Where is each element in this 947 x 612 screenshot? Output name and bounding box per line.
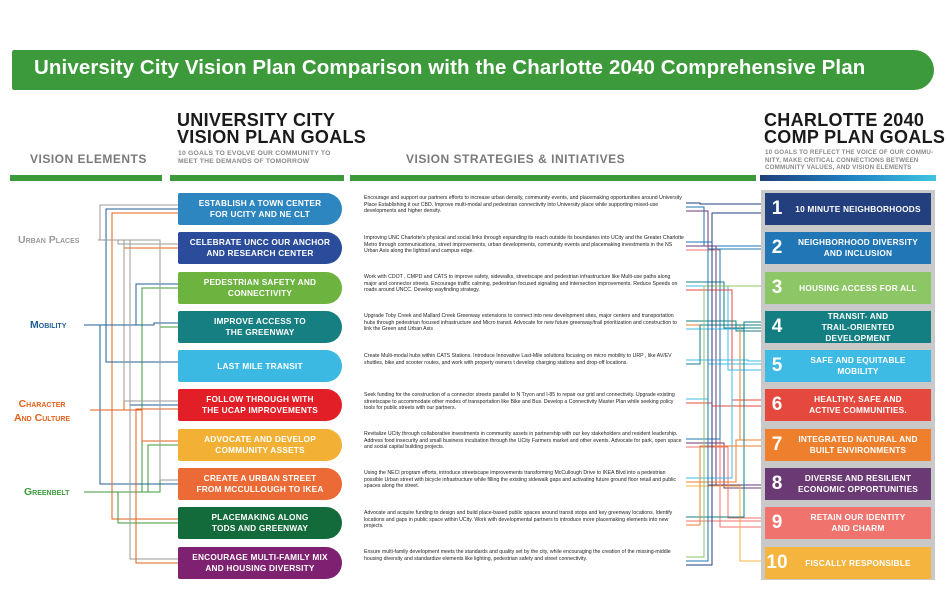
strategy-compplan-connector — [686, 486, 765, 561]
strategy-1: Encourage and support our partners efforts to increase urban density, community events, and placemaking opportunities around University Place Establishing it our CBD. Improve multi-modal and pedestrian connectivity into University place while supporting mixed-use developments and higher density. — [364, 195, 682, 215]
cp-goal-10-label — [789, 558, 931, 569]
strategy-compplan-connector — [686, 325, 765, 440]
uc-goal-2-line2: AND RESEARCH CENTER — [206, 248, 314, 258]
uc-goal-3-line2: CONNECTIVITY — [227, 288, 293, 298]
cp-goal-9-label — [789, 512, 931, 534]
cp-goal-5-label — [789, 355, 931, 377]
strategy-compplan-connector — [686, 213, 765, 565]
cp-goal-6 — [765, 389, 931, 421]
character-line2: And Culture — [14, 412, 71, 424]
uc-goal-4 — [178, 311, 342, 343]
strategies-heading: VISION STRATEGIES & INITIATIVES — [406, 152, 626, 166]
vision-element-character-and-culture — [14, 397, 70, 425]
element-goal-connector — [90, 213, 178, 410]
strategy-2: Improving UNC Charlotte's physical and social links through expanding its reach outside its boundaries into UCity and the Greater Charlotte Metro through communications, street improvements, urban developments, community events and placemaking investments in the NS Urban Axis along the lightrail and campus edge. — [364, 235, 684, 255]
cp-goal-9-line1: RETAIN OUR IDENTITY — [810, 512, 906, 522]
cp-goal-5-line1: SAFE AND EQUITABLE MOBILITY — [810, 355, 906, 376]
uc-goal-7-line1: ADVOCATE AND DEVELOP — [204, 434, 316, 444]
element-goal-connector — [90, 410, 178, 519]
strategy-compplan-connector — [686, 286, 765, 557]
uc-goal-3 — [178, 272, 342, 304]
cp-goal-2 — [765, 232, 931, 264]
uc-goal-10-line1: ENCOURAGE MULTI-FAMILY MIX — [192, 552, 328, 562]
strategy-compplan-connector — [686, 403, 765, 406]
strategy-10: Ensure multi-family development meets the standards and quality set by the city, while encouraging the creation of the missing-middle housing diversity and standardize elements like lighting, pedestrian safety and street connectivity. — [364, 549, 671, 562]
uc-goals-subtitle-line1: 10 GOALS TO EVOLVE OUR COMMUNITY TO — [178, 150, 331, 157]
uc-goal-8 — [178, 468, 342, 500]
uc-goal-8-line1: CREATE A URBAN STREET — [203, 473, 317, 483]
element-goal-connector — [98, 240, 178, 480]
uc-goal-4-line2: THE GREENWAY — [225, 327, 295, 337]
cp-goal-3 — [765, 272, 931, 304]
cp-goal-7-label — [789, 434, 931, 456]
element-goal-connector — [84, 209, 178, 325]
element-goal-connector — [84, 445, 178, 492]
cp-goal-9 — [765, 507, 931, 539]
uc-goal-2-line1: CELEBRATE UNCC OUR ANCHOR — [189, 237, 331, 247]
cp-goal-2-number: 2 — [771, 237, 783, 258]
uc-goal-1-line1: ESTABLISH A TOWN CENTER — [198, 198, 322, 208]
strategy-9: Advocate and acquire funding to design and build place-based public spaces around transit stops and key greenway locations. Identify locations and gaps in public space within UCity. Work with developmental partners to introduce more placemaking elements into new projects. — [364, 510, 673, 530]
element-goal-connector — [98, 240, 178, 401]
comp-plan-subtitle-line3: COMMUNITY VALUES, AND VISION ELEMENTS — [765, 164, 912, 172]
strategy-compplan-connector — [686, 364, 765, 399]
element-goal-connector — [84, 325, 178, 405]
cp-goal-9-number: 9 — [771, 512, 783, 533]
strategy-compplan-connector — [686, 203, 765, 204]
uc-goal-6-line2: THE UCAP IMPROVEMENTS — [201, 405, 319, 415]
element-goal-connector — [90, 410, 178, 441]
vision-element-urban-places: Urban Places — [18, 234, 80, 246]
character-line1: Character — [18, 398, 66, 410]
uc-goal-6-line1: FOLLOW THROUGH WITH — [206, 394, 314, 404]
cp-goal-3-line1: HOUSING ACCESS FOR ALL — [799, 282, 917, 293]
element-goal-connector — [84, 325, 178, 362]
comp-plan-title-line1: CHARLOTTE 2040 — [764, 110, 925, 130]
cp-goal-1-label — [789, 204, 931, 215]
strategy-compplan-connector — [686, 443, 765, 488]
cp-goal-7 — [765, 429, 931, 461]
strategy-8: Using the NECI program efforts, introduce streetscape improvements transforming McCullough Drive to IKEA Blvd into a pedestrian possible Urban street with bicycle infrastructure while filling the existing sidewalk gaps and activating future ground floor retail and public spaces along the street. — [364, 470, 676, 490]
comp-plan-subtitle-line1: 10 GOALS TO REFLECT THE VOICE OF OUR COMMU- — [765, 149, 934, 156]
cp-goal-8 — [765, 468, 931, 500]
cp-goal-4-number: 4 — [771, 316, 783, 337]
cp-goal-7-number: 7 — [771, 434, 783, 455]
uc-goal-3-line1: PEDESTRIAN SAFETY AND — [203, 277, 317, 287]
uc-goal-5-line1: LAST MILE TRANSIT — [217, 360, 303, 371]
uc-goal-8-line2: FROM MCCULLOUGH TO IKEA — [196, 484, 324, 494]
cp-goal-4-line1: TRANSIT- AND — [827, 310, 889, 321]
uc-goal-10 — [178, 547, 342, 579]
cp-goal-10-number: 10 — [766, 552, 788, 573]
uc-goals-title-line1: UNIVERSITY CITY — [177, 110, 336, 130]
uc-goal-1-line2: FOR UCITY AND NE CLT — [209, 209, 311, 219]
uc-goal-9-line2: TODS AND GREENWAY — [211, 523, 309, 533]
cp-goal-3-number: 3 — [771, 277, 783, 298]
element-goal-connector — [98, 240, 178, 244]
uc-goal-7-line2: COMMUNITY ASSETS — [215, 445, 305, 455]
element-goal-connector — [84, 492, 178, 523]
strategy-compplan-connector — [686, 370, 765, 478]
cp-goal-2-label — [789, 237, 931, 259]
uc-goal-10-line2: AND HOUSING DIVERSITY — [205, 563, 315, 573]
cp-goal-6-number: 6 — [771, 394, 783, 415]
cp-goal-2-line1: NEIGHBORHOOD DIVERSITY — [797, 237, 919, 247]
cp-goal-8-line1: DIVERSE AND RESILIENT — [804, 473, 912, 483]
cp-goal-1 — [765, 193, 931, 225]
strategy-5: Create Multi-modal hubs within CATS Stations. Introduce Innovative Last-Mile solutions focusing on micro mobility to URP , like AV/EV shuttles, bike and scooter routes, and work with property owners t develop charging stations and drop-off locations. — [364, 353, 672, 366]
strategy-7: Revitalize UCity through collaborative investments in community assets in partnership with our key stakeholders and resident leadership. Address food insecurity and small business incubation through the UCity Farmers market and other events. Advocate for park, open space and social capital building projects. — [364, 431, 682, 451]
uc-goal-6 — [178, 389, 342, 421]
cp-goal-10 — [765, 547, 931, 579]
cp-goal-8-number: 8 — [771, 473, 783, 494]
strategy-compplan-connector — [686, 211, 765, 485]
cp-goal-8-line2: ECONOMIC OPPORTUNITIES — [797, 484, 919, 494]
cp-goal-6-line1: HEALTHY, SAFE AND — [814, 394, 902, 404]
cp-goal-4-line2: TRAIL-ORIENTED DEVELOPMENT — [821, 321, 895, 343]
strategy-3: Work with CDOT , CMPD and CATS to improve safety, sidewalks, streetscape and pedestrian infrastructure like Multi-use paths along major and connector streets. Encourage traffic calming, pedestrian focused signaling and intersection improvements. Reduce Speeds on roads around UNCC. Develop wayfinding strategy. — [364, 274, 678, 294]
cp-goal-5 — [765, 350, 931, 382]
vision-element-mobility: Mobility — [30, 319, 67, 331]
strategy-compplan-connector — [686, 249, 765, 561]
element-goal-connector — [98, 205, 178, 240]
element-goal-connector — [84, 288, 178, 492]
strategy-compplan-connector — [686, 290, 765, 400]
comp-plan-title-line2: COMP PLAN GOALS — [764, 127, 946, 147]
cp-goal-3-label — [789, 283, 931, 294]
cp-goal-5-number: 5 — [771, 355, 783, 376]
cp-goal-7-line1: INTEGRATED NATURAL AND — [798, 434, 918, 444]
strategy-compplan-connector — [686, 249, 765, 439]
uc-goal-2 — [178, 232, 342, 264]
cp-goal-9-line2: AND CHARM — [831, 523, 885, 533]
uc-goal-5 — [178, 350, 342, 382]
strategy-compplan-connector — [686, 242, 765, 246]
uc-goal-9 — [178, 507, 342, 539]
cp-goal-1-number: 1 — [771, 198, 783, 219]
element-goal-connector — [90, 248, 178, 410]
strategy-compplan-connector — [686, 360, 765, 361]
cp-goal-4 — [765, 311, 931, 343]
uc-goal-7 — [178, 429, 342, 461]
strategy-4: Upgrade Toby Creek and Mallard Creek Greenway extensions to connect into new development sites, major centers and transportation hubs through pedestrian focused infrastructure and Micro transit. Advocate for new future greenway/trail prioritization and construction to link the Green and Urban Axis — [364, 313, 677, 333]
cp-goal-6-line2: ACTIVE COMMUNITIES. — [809, 405, 907, 415]
uc-goal-1 — [178, 193, 342, 225]
cp-goal-7-line2: BUILT ENVIRONMENTS — [809, 445, 907, 455]
cp-goal-4-label — [789, 311, 931, 344]
cp-goal-8-label — [789, 473, 931, 495]
element-goal-connector — [84, 284, 178, 325]
uc-goal-4-line1: IMPROVE ACCESS TO — [214, 316, 306, 326]
vision-element-greenbelt: Greenbelt — [24, 486, 70, 498]
cp-goal-10-line1: FISCALLY RESPONSIBLE — [805, 557, 911, 568]
uc-goal-9-line1: PLACEMAKING ALONG — [211, 512, 309, 522]
uc-goals-title-line2: VISION PLAN GOALS — [177, 127, 367, 147]
element-goal-connector — [90, 410, 178, 563]
uc-goals-subtitle-line2: MEET THE DEMANDS OF TOMORROW — [178, 158, 310, 165]
comp-plan-subtitle-line2: NITY, MAKE CRITICAL CONNECTIONS BETWEEN — [765, 156, 919, 164]
cp-goal-2-line2: AND INCLUSION — [823, 248, 893, 258]
banner-title: University City Vision Plan Comparison with the Charlotte 2040 Comprehensive Plan — [34, 56, 866, 79]
cp-goal-6-label — [789, 394, 931, 416]
strategy-6: Seek funding for the construction of a connector streets parallel to N Tryon and I-85 to repair our grid and connectivity. Upgrade existing streetscape to accommodate other modes of transportation like Bike and Bus. Develop a Connectivity Master Plan while seeking policy tools for public streets with our partners. — [364, 392, 675, 412]
cp-goal-1-line1: 10 MINUTE NEIGHBORHOODS — [795, 203, 921, 214]
strategy-compplan-connector — [686, 329, 765, 364]
vision-elements-heading: VISION ELEMENTS — [30, 152, 147, 166]
